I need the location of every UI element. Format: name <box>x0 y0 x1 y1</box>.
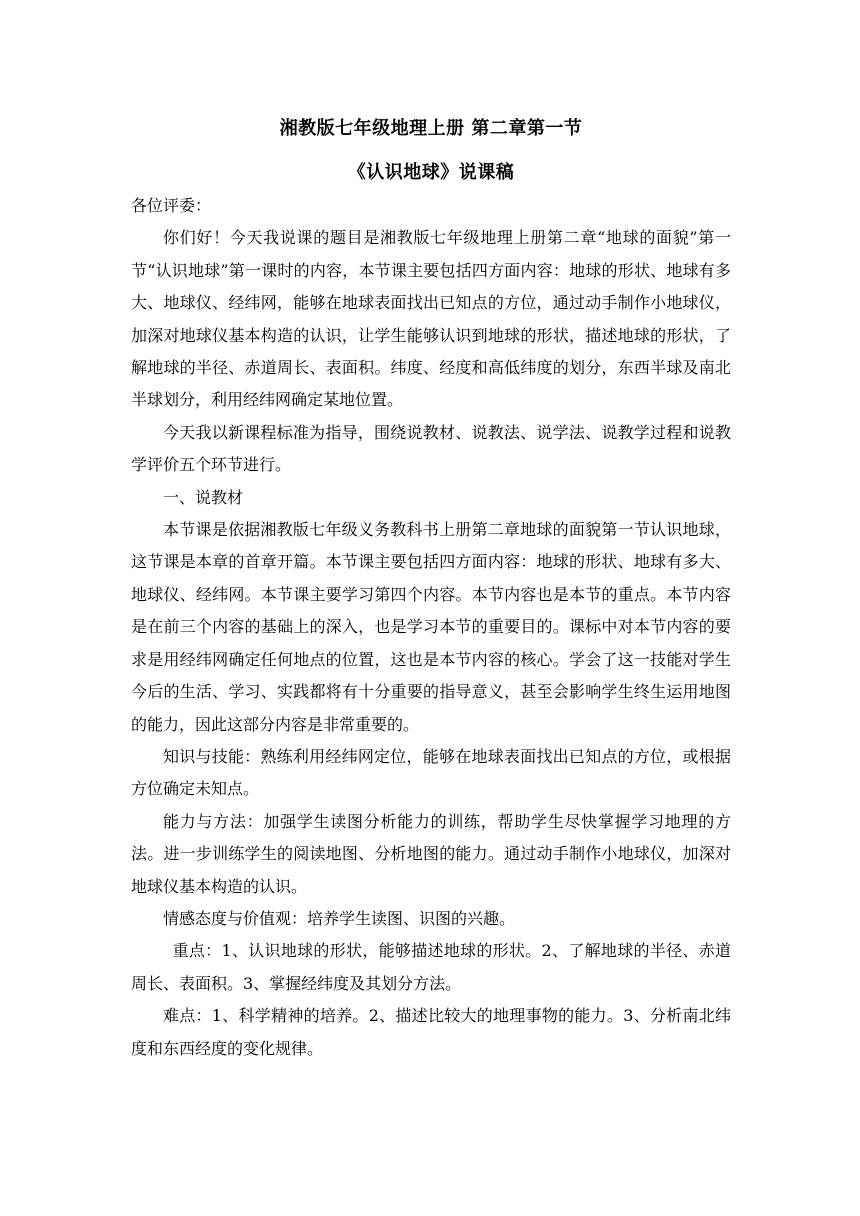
paragraph-outline: 今天我以新课程标准为指导，围绕说教材、说教法、说学法、说教学过程和说教学评价五个环节进行。 <box>131 422 731 475</box>
paragraph-knowledge-skills: 知识与技能：熟练利用经纬网定位，能够在地球表面找出已知点的方位，或根据方位确定未知点。 <box>131 746 731 799</box>
salutation: 各位评委： <box>131 196 212 215</box>
paragraph-key-points: 重点：1、认识地球的形状，能够描述地球的形状。2、了解地球的半径、赤道周长、表面积。3、掌握经纬度及其划分方法。 <box>131 941 731 993</box>
document-page <box>131 112 731 1065</box>
document-subtitle: 《认识地球》说课稿 <box>347 162 515 183</box>
paragraph-attitudes-values: 情感态度与价值观：培养学生读图、识图的兴趣。 <box>163 908 516 928</box>
section-heading-textbook: 一、说教材 <box>163 487 244 507</box>
paragraph-abilities-methods: 能力与方法：加强学生读图分析能力的训练，帮助学生尽快掌握学习地理的方法。进一步训练学生的阅读地图、分析地图的能力。通过动手制作小地球仪，加深对地球仪基本构造的认识。 <box>131 811 731 896</box>
document-title: 湘教版七年级地理上册 第二章第一节 <box>279 118 583 139</box>
paragraph-intro: 你们好！今天我说课的题目是湘教版七年级地理上册第二章“地球的面貌”第一节“认识地球”第一课时的内容，本节课主要包括四方面内容：地球的形状、地球有多大、地球仪、经纬网，能够在地球表面找出已知点的方位，通过动手制作小地球仪，加深对地球仪基本构造的认识，让学生能够认识到地球的形状，描述地球的形状，了解地球的半径、赤道周长、表面积。纬度、经度和高低纬度的划分，东西半球及南北半球划分，利用经纬网确定某地位置。 <box>131 228 731 410</box>
document-body <box>131 190 731 1065</box>
paragraph-textbook-analysis: 本节课是依据湘教版七年级义务教科书上册第二章地球的面貌第一节认识地球，这节课是本章的首章开篇。本节课主要包括四方面内容：地球的形状、地球有多大、地球仪、经纬网。本节课主要学习第四个内容。本节内容也是本节的重点。本节内容是在前三个内容的基础上的深入，也是学习本节的重要目的。课标中对本节内容的要求是用经纬网确定任何地点的位置，这也是本节内容的核心。学会了这一技能对学生今后的生活、学习、实践都将有十分重要的指导意义，甚至会影响学生终生运用地图的能力，因此这部分内容是非常重要的。 <box>131 520 731 734</box>
paragraph-difficulties: 难点：1、科学精神的培养。2、描述比较大的地理事物的能力。3、分析南北纬度和东西经度的变化规律。 <box>131 1006 731 1058</box>
